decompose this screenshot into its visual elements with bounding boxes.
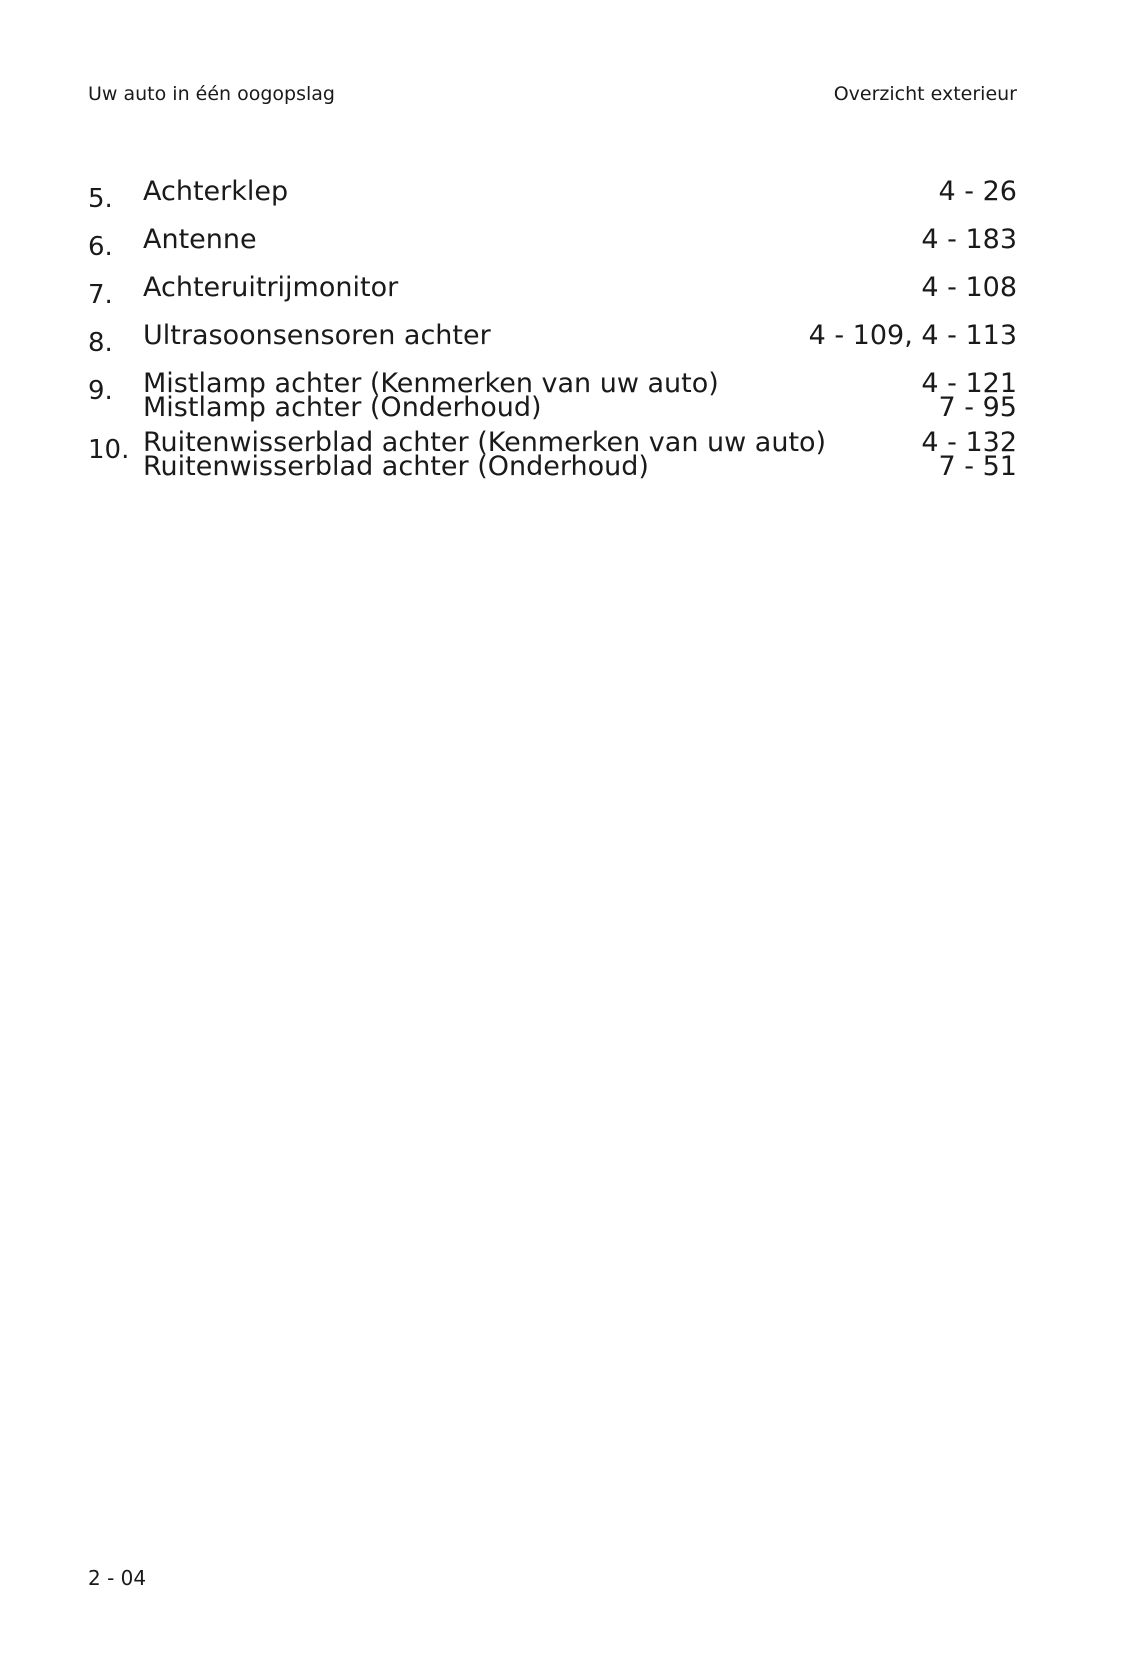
item-number: 6. [88,232,113,262]
item-number: 5. [88,184,113,214]
page-number: 2 - 04 [88,1566,147,1590]
item-label: Antenne [143,224,257,255]
item-page-reference-secondary: 7 - 51 [938,451,1017,482]
item-label: Achterklep [143,176,289,207]
item-label-secondary: Ruitenwisserblad achter (Onderhoud) [143,451,649,482]
item-page-reference: 4 - 26 [938,176,1017,207]
item-label: Ultrasoonsensoren achter [143,320,491,351]
item-number: 8. [88,328,113,358]
item-page-reference: 4 - 132 [921,427,1017,458]
item-label: Mistlamp achter (Kenmerken van uw auto) [143,368,719,399]
running-header-subsection: Overzicht exterieur [833,83,1017,105]
running-header-section: Uw auto in één oogopslag [88,83,335,105]
item-number: 7. [88,280,113,310]
item-number: 10. [88,435,130,465]
item-label: Achteruitrijmonitor [143,272,399,303]
item-page-reference: 4 - 108 [921,272,1017,303]
item-page-reference: 4 - 183 [921,224,1017,255]
item-page-reference: 4 - 121 [921,368,1017,399]
item-page-reference: 4 - 109, 4 - 113 [808,320,1017,351]
item-label-secondary: Mistlamp achter (Onderhoud) [143,392,542,423]
item-label: Ruitenwisserblad achter (Kenmerken van uw auto) [143,427,827,458]
item-page-reference-secondary: 7 - 95 [938,392,1017,423]
item-number: 9. [88,376,113,406]
